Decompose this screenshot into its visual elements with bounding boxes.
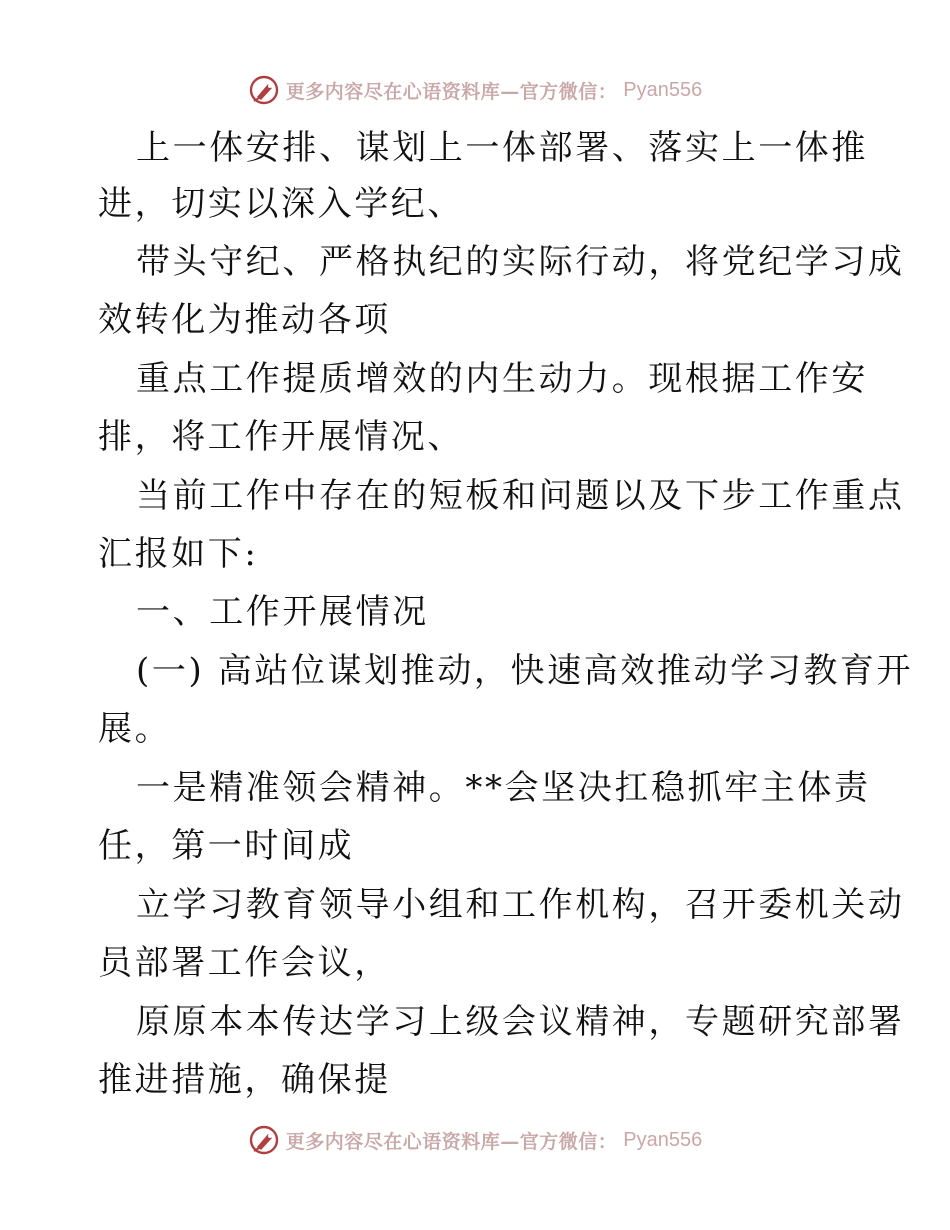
pen-nib-circle-icon — [248, 74, 280, 106]
footer-watermark-banner — [0, 1120, 950, 1160]
body-line: 效转化为推动各项 — [98, 300, 391, 340]
pen-nib-circle-icon — [248, 1124, 280, 1156]
banner-text: 更多内容尽在心语资料库—官方微信： — [285, 80, 618, 103]
header-watermark-banner — [0, 70, 950, 110]
banner-wechat-id: Pyan556 — [623, 1128, 703, 1151]
body-line: 员部署工作会议， — [98, 943, 391, 983]
body-line: 一是精准领会精神。**会坚决扛稳抓牢主体责 — [136, 768, 871, 808]
body-line: 展。 — [98, 709, 172, 749]
body-line: 进，切实以深入学纪、 — [98, 184, 464, 224]
body-line: 当前工作中存在的短板和问题以及下步工作重点 — [136, 476, 905, 516]
banner-wechat-id: Pyan556 — [623, 78, 703, 101]
body-line: 上一体安排、谋划上一体部署、落实上一体推 — [136, 128, 868, 168]
banner-text: 更多内容尽在心语资料库—官方微信： — [285, 1130, 618, 1153]
body-line: 重点工作提质增效的内生动力。现根据工作安 — [136, 359, 868, 399]
section-heading: 一、工作开展情况 — [136, 592, 429, 632]
body-line: 原原本本传达学习上级会议精神，专题研究部署 — [136, 1002, 905, 1042]
subsection-heading: (一) 高站位谋划推动，快速高效推动学习教育开 — [136, 651, 914, 691]
body-line: 汇报如下: — [98, 534, 259, 574]
body-line: 带头守纪、严格执纪的实际行动，将党纪学习成 — [136, 242, 905, 282]
body-line: 立学习教育领导小组和工作机构，召开委机关动 — [136, 885, 905, 925]
body-line: 推进措施，确保提 — [98, 1060, 391, 1100]
body-line: 任，第一时间成 — [98, 826, 355, 866]
body-line: 排，将工作开展情况、 — [98, 417, 464, 457]
